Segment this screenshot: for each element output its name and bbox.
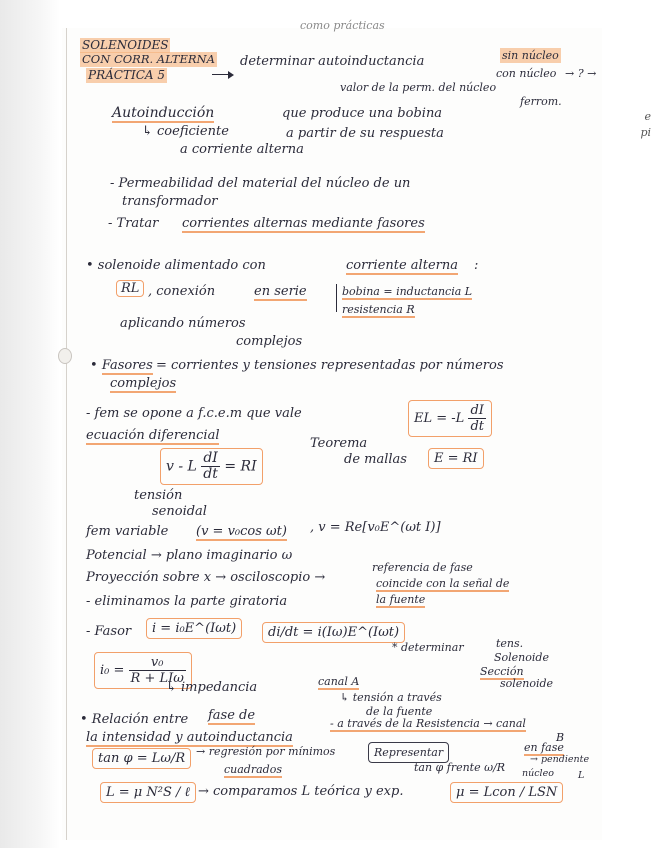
margin-scrap-a: e <box>644 110 651 123</box>
branch-tail: → ? → <box>565 67 597 80</box>
pendiente-text: → pendiente <box>530 754 590 765</box>
referencia-text: referencia de fase <box>372 561 473 574</box>
valor-perm-text: valor de la perm. del núcleo <box>340 81 497 94</box>
v-definition: (v = v₀cos ωt) <box>196 524 287 539</box>
e-ri-formula: E = RI <box>428 448 484 469</box>
page-margin-line <box>66 28 67 840</box>
title-line2: CON CORR. ALTERNA <box>82 52 215 66</box>
fasores-definition: = corrientes y tensiones representadas por números <box>156 358 504 373</box>
fasor-label: - Fasor <box>86 624 132 639</box>
v-re-formula: , v = Re[v₀E^(ωt I)] <box>310 520 441 535</box>
eliminamos-text: - eliminamos la parte giratoria <box>86 594 288 609</box>
en-serie-text: en serie <box>254 284 307 299</box>
binder-hole <box>58 348 72 364</box>
fem-opone-text: - fem se opone a f.c.e.m que vale <box>86 406 302 421</box>
fem-variable-text: fem variable <box>86 524 169 539</box>
b-text: B <box>556 731 565 744</box>
relacion-text: • Relación entre <box>80 712 189 727</box>
comparamos-text: → comparamos L teórica y exp. <box>198 784 404 799</box>
coeficiente-rest: a partir de su respuesta <box>286 126 444 141</box>
branch-sin-nucleo: sin núcleo <box>502 49 559 62</box>
potencial-text: Potencial → plano imaginario ω <box>86 548 293 563</box>
resistencia-text: resistencia R <box>342 303 415 316</box>
tan-vs-text: tan φ frente ω/R <box>414 761 506 774</box>
a-traves-text: - a través de la Resistencia → canal <box>330 717 526 730</box>
bracket-icon <box>336 284 337 312</box>
transformador-text: transformador <box>122 194 218 209</box>
cuadrados-text: cuadrados <box>224 763 282 776</box>
la-fuente-text: la fuente <box>376 593 426 606</box>
representar-text: Representar <box>368 742 449 763</box>
solenoide-small: Solenoide <box>494 651 549 664</box>
coeficiente-text: ↳ coeficiente <box>142 124 229 139</box>
fase-de-text: fase de <box>208 708 256 723</box>
aplicando-text: aplicando números <box>120 316 246 331</box>
regresion-text: → regresión por mínimos <box>196 745 336 758</box>
el-formula: EL = -L $\frac{dI}{dt}$ <box>408 400 492 437</box>
practica-label: PRÁCTICA 5 <box>88 68 165 82</box>
tan-phi-formula: tan φ = Lω/R <box>92 748 191 769</box>
bobina-text: bobina = inductancia L <box>342 285 473 298</box>
l-small-text: L <box>578 770 585 781</box>
de-mallas-text: de mallas <box>344 452 407 467</box>
solenoide-small-2: solenoide <box>500 677 554 690</box>
autoinduccion-rest: que produce una bobina <box>282 106 443 121</box>
tratar-text: - Tratar <box>108 216 159 231</box>
solenoide-text: • solenoide alimentado con <box>86 258 266 273</box>
rl-label: RL <box>116 280 144 297</box>
didt-formula: di/dt = i(Iω)E^(Iωt) <box>262 622 405 643</box>
fasor-formula: i = i₀E^(Iωt) <box>146 618 242 639</box>
tension-traves-text: ↳ tensión a través <box>340 691 442 704</box>
margin-scrap-b: pi <box>640 126 651 139</box>
de-la-fuente-text: de la fuente <box>366 705 433 718</box>
coincide-text: coincide con la señal de <box>376 577 510 590</box>
nucleo-small-text: núcleo <box>522 768 554 779</box>
teorema-text: Teorema <box>310 436 368 451</box>
conexion-text: , conexión <box>148 284 216 299</box>
intensidad-text: la intensidad y autoinductancia <box>86 730 293 745</box>
fasores-definition-2: complejos <box>110 376 177 391</box>
solenoide-colon: : <box>474 258 479 273</box>
tens-text: tens. <box>496 637 524 650</box>
arrow-icon <box>212 74 232 75</box>
proyeccion-text: Proyección sobre x → osciloscopio → <box>86 570 326 585</box>
fasores-label: • Fasores <box>90 358 153 373</box>
seccion-text: Sección <box>480 665 524 678</box>
ecuacion-box: v - L $\frac{dI}{dt}$ = RI <box>160 448 263 485</box>
solenoide-highlight: corriente alterna <box>346 258 458 273</box>
title-line1: SOLENOIDES <box>82 38 169 52</box>
ecuacion-text: ecuación diferencial <box>86 428 220 443</box>
i0-formula: i₀ = $\frac{\text{v₀}}{\text{R + LIω}}$ <box>94 652 192 689</box>
bullet-autoinduccion: Autoinducción <box>112 105 215 121</box>
impedancia-text: ↳ impedancia <box>166 680 258 695</box>
l-formula: L = μ N²S / ℓ <box>100 782 196 803</box>
complejos-text: complejos <box>236 334 303 349</box>
corriente-alterna-text: a corriente alterna <box>180 142 304 157</box>
top-scrap-text: como prácticas <box>300 19 385 32</box>
en-fase-text: en fase <box>524 741 564 754</box>
senoidal-text: senoidal <box>152 504 207 519</box>
goal-text: determinar autoinductancia <box>240 54 425 69</box>
ferrom-text: ferrom. <box>520 95 562 108</box>
mu-formula: μ = Lcon / LSN <box>450 782 563 803</box>
permeabilidad-text: - Permeabilidad del material del núcleo de un <box>110 176 411 191</box>
tension-text: tensión <box>134 488 183 503</box>
branch-con-nucleo: con núcleo <box>496 67 557 80</box>
determinar-text: * determinar <box>392 641 464 654</box>
tratar-highlight: corrientes alternas mediante fasores <box>182 216 425 231</box>
canal-a-text: canal A <box>318 675 360 688</box>
